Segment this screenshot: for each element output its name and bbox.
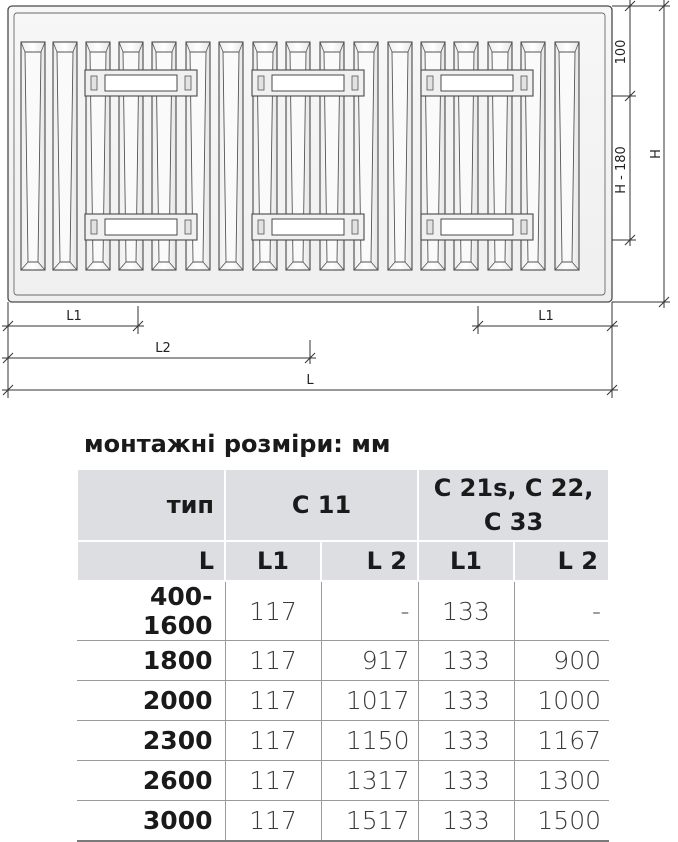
table-row: [77, 641, 609, 681]
cell-c2x-l1: 133: [418, 641, 514, 681]
radiator-fin: [219, 42, 243, 270]
mounting-bracket: [421, 214, 533, 240]
cell-c11-l2: -: [321, 581, 418, 641]
mounting-bracket: [85, 70, 197, 96]
mounting-table: [76, 468, 610, 842]
header-c11-l2: L 2: [321, 541, 418, 581]
dim-label-l1-left: L1: [66, 309, 82, 324]
cell-c2x-l2: -: [514, 581, 609, 641]
cell-length: 2300: [77, 721, 225, 761]
cell-c2x-l1: 133: [418, 581, 514, 641]
cell-length: 2600: [77, 761, 225, 801]
dim-label-l: L: [306, 373, 314, 388]
radiator-drawing: [0, 0, 678, 420]
cell-c11-l1: 117: [225, 581, 321, 641]
radiator-fin: [388, 42, 412, 270]
cell-c2x-l1: 133: [418, 801, 514, 842]
table-row: [77, 681, 609, 721]
radiator-fin: [53, 42, 77, 270]
dim-label-l2: L2: [155, 341, 171, 356]
table-row: [77, 761, 609, 801]
cell-c2x-l2: 1167: [514, 721, 609, 761]
mounting-title: монтажні розміри: мм: [84, 430, 391, 458]
table-row: [77, 721, 609, 761]
header-group-c11: C 11: [225, 469, 418, 541]
dim-label-l1-right: L1: [538, 309, 554, 324]
cell-c2x-l1: 133: [418, 761, 514, 801]
dim-label-h-minus-180: H - 180: [614, 146, 629, 194]
cell-c11-l1: 117: [225, 801, 321, 842]
cell-c11-l2: 1317: [321, 761, 418, 801]
cell-length: 2000: [77, 681, 225, 721]
cell-length: 400-1600: [77, 581, 225, 641]
radiator-fin: [555, 42, 579, 270]
cell-c2x-l2: 900: [514, 641, 609, 681]
cell-length: 1800: [77, 641, 225, 681]
cell-c2x-l2: 1500: [514, 801, 609, 842]
cell-c2x-l1: 133: [418, 721, 514, 761]
radiator-panel: [8, 6, 612, 302]
cell-c2x-l2: 1300: [514, 761, 609, 801]
mounting-bracket: [252, 70, 364, 96]
radiator-fin: [21, 42, 45, 270]
cell-c2x-l1: 133: [418, 681, 514, 721]
cell-c11-l2: 1150: [321, 721, 418, 761]
cell-length: 3000: [77, 801, 225, 842]
header-group-c21s-c22-c33: C 21s, C 22, C 33: [418, 469, 609, 541]
header-l-label: L: [77, 541, 225, 581]
header-c11-l1: L1: [225, 541, 321, 581]
table-row: [77, 801, 609, 842]
header-row-type: [77, 469, 609, 541]
dim-label-h: H: [649, 149, 664, 159]
cell-c2x-l2: 1000: [514, 681, 609, 721]
mounting-bracket: [85, 214, 197, 240]
header-row-l: [77, 541, 609, 581]
cell-c11-l1: 117: [225, 681, 321, 721]
cell-c11-l2: 1017: [321, 681, 418, 721]
cell-c11-l1: 117: [225, 761, 321, 801]
mounting-bracket: [252, 214, 364, 240]
cell-c11-l1: 117: [225, 641, 321, 681]
mounting-bracket: [421, 70, 533, 96]
cell-c11-l2: 917: [321, 641, 418, 681]
cell-c11-l1: 117: [225, 721, 321, 761]
header-c2x-l2: L 2: [514, 541, 609, 581]
header-c2x-l1: L1: [418, 541, 514, 581]
cell-c11-l2: 1517: [321, 801, 418, 842]
dim-label-100: 100: [614, 39, 629, 65]
table-row: [77, 581, 609, 641]
header-type-label: тип: [77, 469, 225, 541]
